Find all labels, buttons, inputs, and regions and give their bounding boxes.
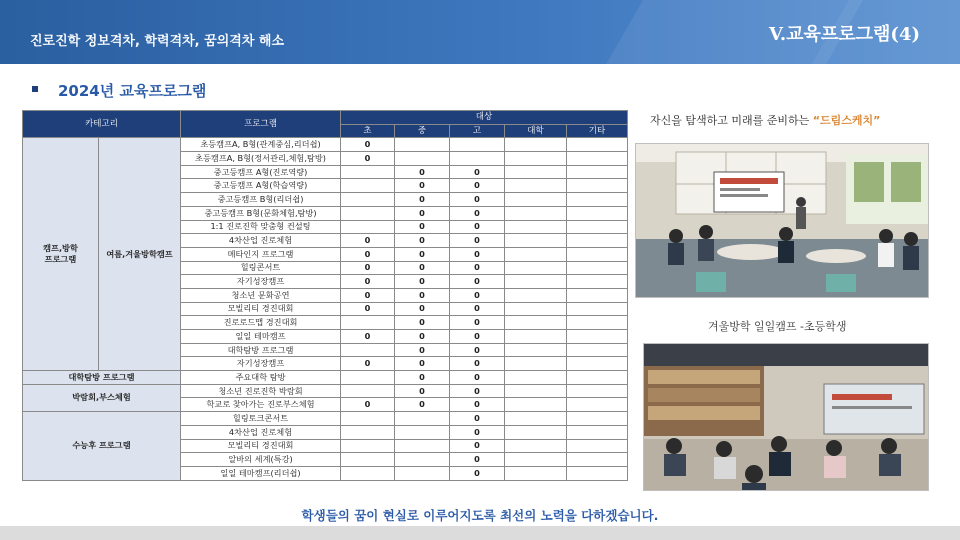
category-cell: 박람회,부스체험 <box>23 384 181 411</box>
category-cell: 캠프,방학 프로그램 <box>23 138 99 371</box>
target-mark-cell <box>505 179 567 193</box>
target-mark-cell: 0 <box>450 398 505 412</box>
table-row <box>23 412 628 426</box>
target-mark-cell: 0 <box>341 398 395 412</box>
header-program: 프로그램 <box>181 111 341 138</box>
program-cell: 중고등캠프 B형(리더쉽) <box>181 193 341 207</box>
target-mark-cell <box>505 261 567 275</box>
target-mark-cell <box>505 343 567 357</box>
target-mark-cell <box>341 206 395 220</box>
target-mark-cell: 0 <box>395 206 450 220</box>
program-cell: 일일 테마캠프(리더쉽) <box>181 466 341 480</box>
program-cell: 진로로드맵 경진대회 <box>181 316 341 330</box>
program-cell: 1:1 진로진학 맞춤형 컨설팅 <box>181 220 341 234</box>
category-cell: 수능후 프로그램 <box>23 412 181 480</box>
target-mark-cell <box>395 425 450 439</box>
target-mark-cell <box>567 261 628 275</box>
target-mark-cell: 0 <box>450 220 505 234</box>
target-mark-cell <box>567 343 628 357</box>
target-mark-cell <box>567 234 628 248</box>
target-mark-cell: 0 <box>395 275 450 289</box>
header-target-col: 초 <box>341 124 395 138</box>
target-mark-cell <box>567 302 628 316</box>
target-mark-cell: 0 <box>450 316 505 330</box>
target-mark-cell: 0 <box>450 206 505 220</box>
target-mark-cell: 0 <box>395 357 450 371</box>
target-mark-cell <box>341 343 395 357</box>
target-mark-cell <box>505 234 567 248</box>
program-cell: 초등캠프A, B형(정서관리,체험,탐방) <box>181 152 341 166</box>
target-mark-cell: 0 <box>450 466 505 480</box>
target-mark-cell <box>505 398 567 412</box>
target-mark-cell: 0 <box>450 425 505 439</box>
target-mark-cell <box>395 152 450 166</box>
subcategory-cell: 여름,겨울방학캠프 <box>99 138 181 371</box>
target-mark-cell: 0 <box>341 152 395 166</box>
target-mark-cell <box>505 206 567 220</box>
target-mark-cell <box>505 138 567 152</box>
program-cell: 청소년 진로진학 박람회 <box>181 384 341 398</box>
target-mark-cell <box>395 138 450 152</box>
target-mark-cell <box>505 220 567 234</box>
target-mark-cell <box>341 179 395 193</box>
target-mark-cell: 0 <box>450 302 505 316</box>
photo-caption-top <box>650 112 880 128</box>
caption-prefix: 자신을 탐색하고 미래를 준비하는 <box>650 114 813 127</box>
header-banner <box>0 0 960 64</box>
target-mark-cell: 0 <box>395 302 450 316</box>
program-cell: 중고등캠프 A형(진로역량) <box>181 165 341 179</box>
target-mark-cell: 0 <box>341 288 395 302</box>
header-target: 대상 <box>341 111 628 125</box>
target-mark-cell <box>450 152 505 166</box>
target-mark-cell <box>505 357 567 371</box>
photo-caption: 겨울방학 일일캠프 -초등학생 <box>708 320 847 333</box>
target-mark-cell <box>567 412 628 426</box>
program-cell: 힐링토크콘서트 <box>181 412 341 426</box>
target-mark-cell <box>341 220 395 234</box>
target-mark-cell <box>567 165 628 179</box>
program-cell: 메타인지 프로그램 <box>181 247 341 261</box>
target-mark-cell <box>567 384 628 398</box>
target-mark-cell <box>567 371 628 385</box>
target-mark-cell <box>341 371 395 385</box>
target-mark-cell <box>567 288 628 302</box>
library-photo <box>643 343 929 491</box>
target-mark-cell <box>567 330 628 344</box>
target-mark-cell <box>567 179 628 193</box>
target-mark-cell <box>505 152 567 166</box>
target-mark-cell: 0 <box>450 247 505 261</box>
caption-highlight: “드림스케치” <box>812 114 881 127</box>
program-cell: 알바의 세계(특강) <box>181 453 341 467</box>
target-mark-cell: 0 <box>341 234 395 248</box>
target-mark-cell <box>567 453 628 467</box>
page-title: V.교육프로그램(4) <box>769 24 920 45</box>
target-mark-cell: 0 <box>395 288 450 302</box>
target-mark-cell <box>567 357 628 371</box>
target-mark-cell: 0 <box>395 247 450 261</box>
program-cell: 대학탐방 프로그램 <box>181 343 341 357</box>
table-row <box>23 371 628 385</box>
category-cell: 대학탐방 프로그램 <box>23 371 181 385</box>
header-target-col: 대학 <box>505 124 567 138</box>
target-mark-cell: 0 <box>450 165 505 179</box>
target-mark-cell <box>567 152 628 166</box>
target-mark-cell <box>567 275 628 289</box>
target-mark-cell <box>505 453 567 467</box>
target-mark-cell: 0 <box>450 439 505 453</box>
target-mark-cell <box>505 247 567 261</box>
target-mark-cell: 0 <box>395 398 450 412</box>
program-cell: 힐링콘서트 <box>181 261 341 275</box>
header-category: 카테고리 <box>23 111 181 138</box>
target-mark-cell <box>450 138 505 152</box>
section-title: 2024년 교육프로그램 <box>58 82 207 100</box>
target-mark-cell: 0 <box>341 275 395 289</box>
target-mark-cell <box>341 412 395 426</box>
target-mark-cell: 0 <box>450 343 505 357</box>
target-mark-cell: 0 <box>341 302 395 316</box>
target-mark-cell: 0 <box>341 261 395 275</box>
program-cell: 청소년 문화공연 <box>181 288 341 302</box>
target-mark-cell: 0 <box>450 288 505 302</box>
program-cell: 일일 테마캠프 <box>181 330 341 344</box>
program-table <box>22 110 628 481</box>
footer-bar <box>0 526 960 540</box>
target-mark-cell: 0 <box>395 371 450 385</box>
target-mark-cell <box>505 439 567 453</box>
target-mark-cell <box>567 220 628 234</box>
program-cell: 4차산업 진로체험 <box>181 425 341 439</box>
target-mark-cell: 0 <box>341 138 395 152</box>
header-target-col: 기타 <box>567 124 628 138</box>
target-mark-cell: 0 <box>450 384 505 398</box>
target-mark-cell <box>395 412 450 426</box>
target-mark-cell: 0 <box>341 357 395 371</box>
program-cell: 학교로 찾아가는 진로부스체험 <box>181 398 341 412</box>
target-mark-cell <box>505 425 567 439</box>
target-mark-cell <box>567 439 628 453</box>
target-mark-cell: 0 <box>395 234 450 248</box>
target-mark-cell: 0 <box>341 247 395 261</box>
program-cell: 자기성장캠프 <box>181 275 341 289</box>
target-mark-cell: 0 <box>395 193 450 207</box>
target-mark-cell <box>567 138 628 152</box>
program-cell: 중고등캠프 B형(문화체험,탐방) <box>181 206 341 220</box>
target-mark-cell: 0 <box>395 316 450 330</box>
header-subtitle: 진로진학 정보격차, 학력격차, 꿈의격차 해소 <box>30 34 285 49</box>
target-mark-cell: 0 <box>450 371 505 385</box>
target-mark-cell <box>341 384 395 398</box>
target-mark-cell <box>505 193 567 207</box>
target-mark-cell <box>505 412 567 426</box>
target-mark-cell <box>395 453 450 467</box>
table-row <box>23 138 628 152</box>
target-mark-cell: 0 <box>450 453 505 467</box>
program-cell: 모빌리티 경진대회 <box>181 302 341 316</box>
target-mark-cell <box>505 316 567 330</box>
target-mark-cell: 0 <box>450 330 505 344</box>
target-mark-cell <box>341 193 395 207</box>
target-mark-cell <box>505 165 567 179</box>
target-mark-cell <box>505 302 567 316</box>
target-mark-cell <box>395 439 450 453</box>
target-mark-cell <box>505 384 567 398</box>
target-mark-cell <box>341 453 395 467</box>
target-mark-cell: 0 <box>450 275 505 289</box>
target-mark-cell: 0 <box>450 412 505 426</box>
target-mark-cell <box>505 371 567 385</box>
program-cell: 모빌리티 경진대회 <box>181 439 341 453</box>
target-mark-cell <box>567 316 628 330</box>
target-mark-cell: 0 <box>395 384 450 398</box>
program-cell: 4차산업 진로체험 <box>181 234 341 248</box>
target-mark-cell <box>505 330 567 344</box>
target-mark-cell <box>341 439 395 453</box>
target-mark-cell <box>567 247 628 261</box>
program-cell: 주요대학 탐방 <box>181 371 341 385</box>
target-mark-cell: 0 <box>395 220 450 234</box>
target-mark-cell: 0 <box>395 343 450 357</box>
table-row <box>23 384 628 398</box>
target-mark-cell <box>567 466 628 480</box>
target-mark-cell <box>341 316 395 330</box>
target-mark-cell: 0 <box>395 179 450 193</box>
program-cell: 중고등캠프 A형(학습역량) <box>181 179 341 193</box>
target-mark-cell <box>567 193 628 207</box>
footer-message: 학생들의 꿈이 현실로 이루어지도록 최선의 노력을 다하겠습니다. <box>301 508 659 523</box>
target-mark-cell <box>341 466 395 480</box>
target-mark-cell: 0 <box>450 179 505 193</box>
target-mark-cell <box>505 288 567 302</box>
target-mark-cell: 0 <box>450 193 505 207</box>
target-mark-cell: 0 <box>395 165 450 179</box>
program-cell: 자기성장캠프 <box>181 357 341 371</box>
target-mark-cell: 0 <box>395 261 450 275</box>
program-cell: 초등캠프A, B형(관계중심,리더쉽) <box>181 138 341 152</box>
target-mark-cell: 0 <box>450 234 505 248</box>
target-mark-cell <box>505 466 567 480</box>
target-mark-cell <box>567 425 628 439</box>
target-mark-cell <box>567 206 628 220</box>
target-mark-cell <box>341 425 395 439</box>
target-mark-cell <box>341 165 395 179</box>
target-mark-cell: 0 <box>341 330 395 344</box>
target-mark-cell <box>395 466 450 480</box>
header-target-col: 고 <box>450 124 505 138</box>
target-mark-cell: 0 <box>395 330 450 344</box>
target-mark-cell: 0 <box>450 357 505 371</box>
header-target-col: 중 <box>395 124 450 138</box>
bullet-icon <box>32 86 38 92</box>
classroom-photo <box>635 143 929 298</box>
target-mark-cell: 0 <box>450 261 505 275</box>
target-mark-cell <box>567 398 628 412</box>
target-mark-cell <box>505 275 567 289</box>
